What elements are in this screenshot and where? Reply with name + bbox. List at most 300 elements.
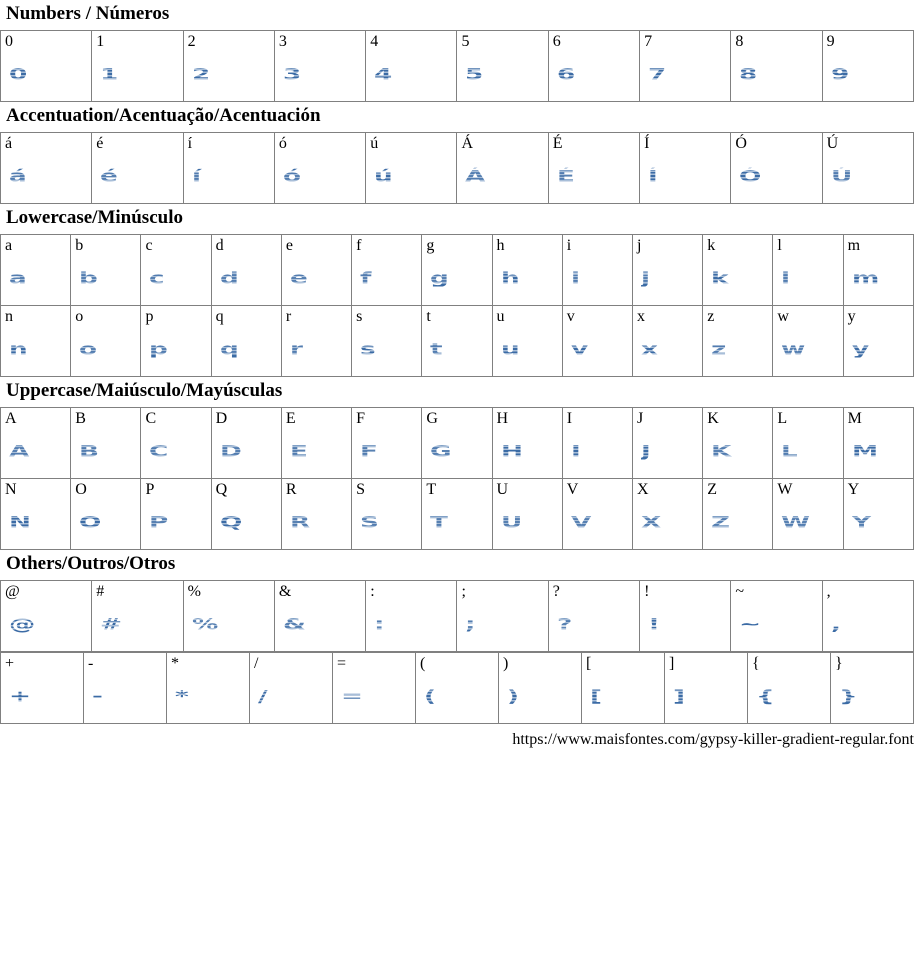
- glyph-render: i: [570, 268, 582, 288]
- glyph-sample: [493, 499, 562, 534]
- glyph-label: }: [835, 655, 843, 672]
- glyph-label: Y: [847, 481, 860, 498]
- glyph-cell: [211, 408, 281, 479]
- glyph-sample: [549, 51, 639, 86]
- glyph-label: Á: [461, 135, 474, 152]
- glyph-sample: [184, 153, 274, 188]
- glyph-render: I: [570, 441, 582, 461]
- glyph-label: 6: [552, 33, 561, 50]
- glyph-cell: [422, 408, 492, 479]
- glyph-cell: [141, 306, 211, 377]
- glyph-cell: [548, 31, 639, 102]
- glyph-sample: [1, 601, 91, 636]
- table-row: [1, 408, 914, 479]
- glyph-cell: [422, 479, 492, 550]
- glyph-sample: [71, 499, 140, 534]
- glyph-render: a: [9, 268, 28, 288]
- glyph-table-accentuation: [0, 132, 914, 204]
- section-title-uppercase: Uppercase/Maiúsculo/Mayúsculas: [6, 380, 283, 401]
- glyph-cell: [703, 306, 773, 377]
- glyph-label: =: [337, 655, 347, 672]
- glyph-label: É: [552, 135, 563, 152]
- glyph-cell: [640, 581, 731, 652]
- glyph-cell: [422, 235, 492, 306]
- glyph-cell: [281, 408, 351, 479]
- glyph-table-others: [0, 580, 914, 652]
- glyph-label: b: [75, 237, 84, 254]
- glyph-cell: [71, 235, 141, 306]
- glyph-cell: [562, 235, 632, 306]
- glyph-render: D: [219, 441, 243, 461]
- glyph-label: U: [496, 481, 509, 498]
- glyph-sample: [141, 255, 210, 290]
- glyph-render: u: [500, 339, 521, 359]
- glyph-render: Y: [851, 512, 872, 532]
- glyph-sample: [1, 673, 83, 708]
- glyph-sample: [773, 255, 842, 290]
- glyph-label: G: [426, 410, 438, 427]
- glyph-label: i: [566, 237, 572, 254]
- glyph-label: r: [285, 308, 292, 325]
- glyph-render: á: [9, 166, 28, 186]
- section-title-accentuation: Accentuation/Acentuação/Acentuación: [6, 105, 321, 126]
- glyph-label: O: [75, 481, 87, 498]
- glyph-cell: [703, 479, 773, 550]
- glyph-cell: [141, 235, 211, 306]
- glyph-cell: [366, 581, 457, 652]
- glyph-sample: [141, 499, 210, 534]
- glyph-render: w: [781, 339, 807, 359]
- glyph-label: s: [356, 308, 363, 325]
- glyph-render: h: [500, 268, 521, 288]
- glyph-cell: [352, 235, 422, 306]
- glyph-cell: [703, 235, 773, 306]
- glyph-label: %: [187, 583, 201, 600]
- glyph-cell: [281, 306, 351, 377]
- glyph-sample: [282, 326, 351, 361]
- glyph-label: !: [644, 583, 650, 600]
- glyph-render: ): [507, 686, 521, 706]
- glyph-cell: [274, 581, 365, 652]
- glyph-sample: [1, 326, 70, 361]
- glyph-sample: [275, 153, 365, 188]
- glyph-cell: [843, 306, 913, 377]
- glyph-render: 8: [739, 64, 759, 84]
- glyph-render: k: [711, 268, 730, 288]
- glyph-sample: [352, 326, 421, 361]
- glyph-cell: [1, 133, 92, 204]
- glyph-render: 1: [100, 64, 120, 84]
- glyph-label: Q: [215, 481, 228, 498]
- glyph-label: q: [215, 308, 224, 325]
- glyph-sample: [731, 601, 821, 636]
- glyph-render: H: [500, 441, 524, 461]
- glyph-sample: [665, 673, 747, 708]
- glyph-label: J: [636, 410, 644, 427]
- glyph-sample: [92, 153, 182, 188]
- glyph-sample: [422, 255, 491, 290]
- glyph-label: H: [496, 410, 509, 427]
- glyph-label: S: [356, 481, 365, 498]
- glyph-render: K: [711, 441, 733, 461]
- glyph-sample: [141, 326, 210, 361]
- glyph-cell: [71, 306, 141, 377]
- glyph-render: z: [711, 339, 728, 359]
- glyph-table-lowercase: [0, 234, 914, 377]
- glyph-cell: [640, 133, 731, 204]
- glyph-render: !: [648, 614, 662, 634]
- glyph-cell: [92, 133, 183, 204]
- glyph-sample: [282, 428, 351, 463]
- glyph-sample: [282, 499, 351, 534]
- glyph-label: 1: [96, 33, 105, 50]
- glyph-label: 5: [461, 33, 470, 50]
- glyph-render: P: [149, 512, 170, 532]
- glyph-render: ,: [830, 614, 842, 634]
- glyph-sample: [731, 153, 821, 188]
- glyph-sample: [141, 428, 210, 463]
- glyph-render: L: [781, 441, 800, 461]
- glyph-sample: [563, 255, 632, 290]
- glyph-label: m: [847, 237, 861, 254]
- glyph-sample: [493, 255, 562, 290]
- glyph-sample: [71, 326, 140, 361]
- glyph-render: J: [640, 441, 653, 461]
- glyph-label: M: [847, 410, 862, 427]
- glyph-render: S: [360, 512, 381, 532]
- glyph-cell: [665, 653, 748, 724]
- glyph-label: T: [426, 481, 437, 498]
- glyph-label: u: [496, 308, 505, 325]
- glyph-cell: [843, 408, 913, 479]
- glyph-render: 7: [648, 64, 668, 84]
- glyph-label: C: [145, 410, 157, 427]
- glyph-sample: [493, 428, 562, 463]
- glyph-label: ó: [278, 135, 287, 152]
- glyph-label: ,: [826, 583, 831, 600]
- glyph-label: k: [707, 237, 716, 254]
- glyph-render: 2: [191, 64, 212, 84]
- glyph-render: é: [100, 166, 120, 186]
- glyph-render: s: [360, 339, 377, 359]
- glyph-sample: [352, 255, 421, 290]
- glyph-label: *: [171, 655, 179, 672]
- glyph-sample: [422, 326, 491, 361]
- glyph-sample: [640, 153, 730, 188]
- glyph-render: 5: [465, 64, 486, 84]
- glyph-render: n: [9, 339, 29, 359]
- glyph-render: M: [851, 441, 880, 461]
- glyph-sample: [844, 255, 913, 290]
- glyph-render: E: [289, 441, 310, 461]
- glyph-sample: [1, 499, 70, 534]
- glyph-cell: [92, 581, 183, 652]
- glyph-render: q: [219, 339, 240, 359]
- glyph-label: g: [426, 237, 435, 254]
- glyph-render: ó: [282, 166, 303, 186]
- glyph-label: ~: [735, 583, 745, 600]
- glyph-render: /: [258, 686, 269, 706]
- glyph-render: í: [191, 166, 202, 186]
- glyph-label: j: [636, 237, 642, 254]
- glyph-cell: [632, 235, 702, 306]
- glyph-cell: [548, 581, 639, 652]
- glyph-render: V: [570, 512, 593, 532]
- glyph-cell: [457, 581, 548, 652]
- glyph-cell: [281, 235, 351, 306]
- table-row: [1, 235, 914, 306]
- glyph-label: E: [285, 410, 296, 427]
- glyph-cell: [416, 653, 499, 724]
- table-row: [1, 306, 914, 377]
- glyph-cell: [1, 235, 71, 306]
- glyph-render: m: [851, 268, 881, 288]
- glyph-sample: [422, 428, 491, 463]
- glyph-render: B: [79, 441, 101, 461]
- glyph-render: 9: [830, 64, 851, 84]
- glyph-sample: [773, 428, 842, 463]
- glyph-cell: [366, 133, 457, 204]
- glyph-cell: [167, 653, 250, 724]
- glyph-sample: [640, 601, 730, 636]
- glyph-cell: [773, 408, 843, 479]
- glyph-sample: [731, 51, 821, 86]
- glyph-render: G: [430, 441, 454, 461]
- glyph-cell: [748, 653, 831, 724]
- glyph-cell: [548, 133, 639, 204]
- glyph-sample: [563, 499, 632, 534]
- glyph-cell: [211, 479, 281, 550]
- glyph-render: 6: [556, 64, 577, 84]
- glyph-sample: [366, 601, 456, 636]
- glyph-sample: [71, 428, 140, 463]
- glyph-cell: [831, 653, 914, 724]
- glyph-cell: [632, 408, 702, 479]
- glyph-label: ]: [669, 655, 675, 672]
- glyph-render: É: [556, 166, 576, 186]
- glyph-sample: [212, 255, 281, 290]
- glyph-sample: [844, 326, 913, 361]
- glyph-cell: [773, 235, 843, 306]
- glyph-render: *: [175, 686, 190, 706]
- glyph-sample: [457, 153, 547, 188]
- glyph-label: [: [586, 655, 592, 672]
- glyph-cell: [640, 31, 731, 102]
- glyph-label: D: [215, 410, 228, 427]
- glyph-label: f: [356, 237, 362, 254]
- glyph-render: 3: [282, 64, 303, 84]
- glyph-cell: [562, 479, 632, 550]
- glyph-sample: [563, 326, 632, 361]
- glyph-render: O: [79, 512, 103, 532]
- glyph-sample: [1, 51, 91, 86]
- glyph-sample: [184, 51, 274, 86]
- glyph-render: @: [9, 614, 37, 634]
- glyph-cell: [141, 479, 211, 550]
- glyph-render: T: [430, 512, 450, 532]
- glyph-cell: [632, 306, 702, 377]
- glyph-label: &: [278, 583, 292, 600]
- glyph-label: z: [707, 308, 715, 325]
- glyph-sample: [1, 255, 70, 290]
- glyph-label: Z: [707, 481, 717, 498]
- glyph-cell: [562, 306, 632, 377]
- glyph-render: [: [590, 686, 604, 706]
- glyph-render: }: [839, 686, 859, 706]
- glyph-cell: [492, 408, 562, 479]
- glyph-label: x: [636, 308, 645, 325]
- glyph-cell: [422, 306, 492, 377]
- glyph-render: c: [149, 268, 167, 288]
- glyph-label: 4: [370, 33, 379, 50]
- glyph-sample: [212, 499, 281, 534]
- glyph-render: -: [92, 686, 105, 706]
- glyph-sample: [499, 673, 581, 708]
- glyph-cell: [822, 133, 913, 204]
- glyph-sample: [71, 255, 140, 290]
- glyph-label: F: [356, 410, 365, 427]
- glyph-cell: [281, 479, 351, 550]
- glyph-cell: [1, 408, 71, 479]
- glyph-cell: [1, 479, 71, 550]
- glyph-label: 2: [187, 33, 196, 50]
- glyph-sample: [1, 153, 91, 188]
- glyph-cell: [731, 31, 822, 102]
- glyph-label: 7: [644, 33, 653, 50]
- glyph-sample: [275, 51, 365, 86]
- glyph-label: e: [285, 237, 293, 254]
- glyph-sample: [563, 428, 632, 463]
- glyph-render: y: [851, 339, 871, 359]
- glyph-label: h: [496, 237, 505, 254]
- glyph-render: 4: [374, 64, 394, 84]
- glyph-sample: [333, 673, 415, 708]
- glyph-label: :: [370, 583, 375, 600]
- glyph-render: o: [79, 339, 99, 359]
- glyph-cell: [773, 479, 843, 550]
- glyph-sample: [422, 499, 491, 534]
- glyph-cell: [822, 31, 913, 102]
- glyph-cell: [1, 653, 84, 724]
- glyph-cell: [71, 479, 141, 550]
- glyph-label: p: [145, 308, 154, 325]
- glyph-label: c: [145, 237, 153, 254]
- glyph-render: Í: [648, 166, 660, 186]
- glyph-sample: [212, 326, 281, 361]
- glyph-render: g: [430, 268, 451, 288]
- glyph-sample: [703, 326, 772, 361]
- glyph-render: X: [640, 512, 663, 532]
- glyph-sample: [184, 601, 274, 636]
- glyph-label: 8: [735, 33, 744, 50]
- glyph-render: R: [289, 512, 312, 532]
- glyph-cell: [211, 235, 281, 306]
- glyph-cell: [84, 653, 167, 724]
- glyph-label: +: [5, 655, 15, 672]
- glyph-cell: [1, 581, 92, 652]
- glyph-sample: [366, 51, 456, 86]
- glyph-sample: [640, 51, 730, 86]
- glyph-render: F: [360, 441, 380, 461]
- glyph-cell: [492, 235, 562, 306]
- glyph-cell: [499, 653, 582, 724]
- glyph-label: B: [75, 410, 86, 427]
- glyph-cell: [183, 31, 274, 102]
- glyph-sample: [703, 499, 772, 534]
- glyph-render: &: [282, 614, 308, 634]
- glyph-label: 9: [826, 33, 835, 50]
- glyph-cell: [731, 581, 822, 652]
- glyph-sample: [92, 51, 182, 86]
- glyph-sample: [844, 499, 913, 534]
- glyph-sample: [1, 428, 70, 463]
- glyph-label: R: [285, 481, 297, 498]
- glyph-cell: [843, 235, 913, 306]
- glyph-render: Ó: [739, 166, 763, 186]
- glyph-sample: [633, 326, 702, 361]
- glyph-label: á: [5, 135, 13, 152]
- glyph-sample: [493, 326, 562, 361]
- glyph-label: v: [566, 308, 575, 325]
- glyph-sample: [831, 673, 913, 708]
- glyph-sample: [84, 673, 166, 708]
- glyph-label: t: [426, 308, 431, 325]
- glyph-sample: [250, 673, 332, 708]
- glyph-table-others-symbols: [0, 652, 914, 724]
- glyph-label: í: [187, 135, 193, 152]
- glyph-label: é: [96, 135, 104, 152]
- glyph-label: w: [777, 308, 789, 325]
- glyph-cell: [843, 479, 913, 550]
- glyph-sample: [212, 428, 281, 463]
- glyph-cell: [183, 581, 274, 652]
- glyph-label: d: [215, 237, 224, 254]
- glyph-label: ?: [552, 583, 560, 600]
- glyph-sample: [275, 601, 365, 636]
- section-title-lowercase: Lowercase/Minúsculo: [6, 207, 183, 228]
- glyph-cell: [582, 653, 665, 724]
- glyph-cell: [366, 31, 457, 102]
- glyph-render: j: [640, 268, 652, 288]
- glyph-render: %: [191, 614, 220, 634]
- glyph-render: +: [9, 686, 33, 706]
- glyph-render: x: [640, 339, 660, 359]
- glyph-label: ú: [370, 135, 379, 152]
- glyph-label: Ó: [735, 135, 747, 152]
- glyph-render: ]: [673, 686, 687, 706]
- glyph-label: P: [145, 481, 155, 498]
- glyph-label: ;: [461, 583, 466, 600]
- glyph-sample: [549, 601, 639, 636]
- glyph-table-numbers: [0, 30, 914, 102]
- glyph-render: f: [360, 268, 373, 288]
- glyph-render: d: [219, 268, 240, 288]
- glyph-cell: [1, 306, 71, 377]
- glyph-sample: [549, 153, 639, 188]
- glyph-sample: [633, 499, 702, 534]
- source-url[interactable]: https://www.maisfontes.com/gypsy-killer-gradient-regular.font: [512, 731, 914, 748]
- glyph-sample: [823, 153, 913, 188]
- glyph-cell: [731, 133, 822, 204]
- glyph-sample: [633, 428, 702, 463]
- glyph-sample: [352, 428, 421, 463]
- glyph-label: L: [777, 410, 788, 427]
- glyph-cell: [352, 479, 422, 550]
- glyph-cell: [773, 306, 843, 377]
- glyph-sample: [823, 601, 913, 636]
- glyph-render: A: [9, 441, 31, 461]
- glyph-label: l: [777, 237, 782, 254]
